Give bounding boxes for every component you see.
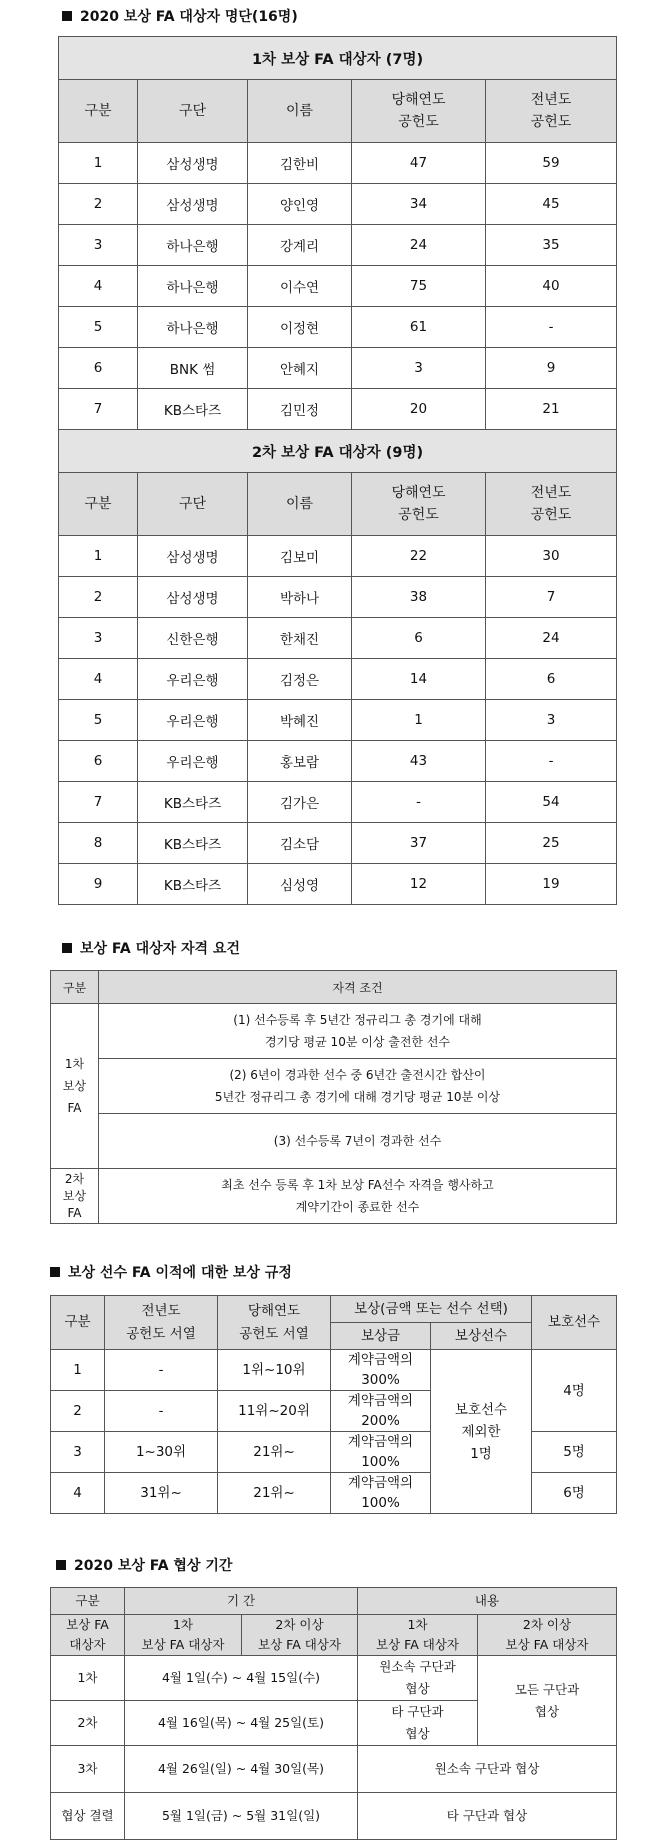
header-period-first: 1차 보상 FA 대상자 — [125, 1615, 242, 1656]
table-row: 협상 결렬 5월 1일(금) ~ 5월 31일(일) 타 구단과 협상 — [51, 1793, 617, 1840]
table-row: 7 KB스타즈 김민정 20 21 — [59, 389, 617, 430]
eligibility-table — [50, 970, 617, 1224]
header-comp-money: 보상금 — [331, 1323, 431, 1350]
header-condition: 자격 조건 — [99, 971, 617, 1004]
table-header-row — [51, 971, 617, 1004]
section-title-fa-list: 2020 보상 FA 대상자 명단(16명) — [62, 6, 298, 26]
table-row: 3 하나은행 강계리 24 35 — [59, 225, 617, 266]
header-no: 구분 — [59, 473, 138, 536]
protect-value: 6명 — [532, 1473, 617, 1514]
table-row — [51, 1004, 617, 1059]
condition-1: (1) 선수등록 후 5년간 정규리그 총 경기에 대해 경기당 평균 10분 이상 출전한 선수 — [99, 1004, 617, 1059]
header-compensation: 보상(금액 또는 선수 선택) — [331, 1296, 532, 1323]
table-row: 9 KB스타즈 심성영 12 19 — [59, 864, 617, 905]
condition-2: (2) 6년이 경과한 선수 중 6년간 출전시간 합산이 5년간 정규리그 총 경기에 대해 경기당 평균 10분 이상 — [99, 1059, 617, 1114]
table-row: 6 우리은행 홍보람 43 - — [59, 741, 617, 782]
header-content-second: 2차 이상 보상 FA 대상자 — [478, 1615, 617, 1656]
table-row: 1 삼성생명 김한비 47 59 — [59, 143, 617, 184]
table-row — [51, 1169, 617, 1224]
header-prev: 전년도 공헌도 — [486, 473, 617, 536]
table-row: 5 하나은행 이정현 61 - — [59, 307, 617, 348]
negotiation-table — [50, 1587, 617, 1840]
header-no: 구분 — [51, 1296, 105, 1350]
square-bullet-icon — [56, 1560, 66, 1570]
header-no: 구분 — [59, 80, 138, 143]
fa-list-table — [58, 36, 617, 905]
protect-value: 5명 — [532, 1432, 617, 1473]
table-row: 4 우리은행 김정은 14 6 — [59, 659, 617, 700]
table-row: 6 BNK 썸 안혜지 3 9 — [59, 348, 617, 389]
header-name: 이름 — [248, 473, 352, 536]
comp-player-value: 보호선수 제외한 1명 — [431, 1350, 532, 1514]
table-row: 3 신한은행 한채진 6 24 — [59, 618, 617, 659]
square-bullet-icon — [62, 943, 72, 953]
table-header-row — [51, 1588, 617, 1615]
second-condition: 최초 선수 등록 후 1차 보상 FA선수 자격을 행사하고 계약기간이 종료한 선수 — [99, 1169, 617, 1224]
header-period-second: 2차 이상 보상 FA 대상자 — [242, 1615, 358, 1656]
table-row — [51, 1059, 617, 1114]
header-comp-player: 보상선수 — [431, 1323, 532, 1350]
header-target: 보상 FA 대상자 — [51, 1615, 125, 1656]
condition-3: (3) 선수등록 7년이 경과한 선수 — [99, 1114, 617, 1169]
section-title-negotiation: 2020 보상 FA 협상 기간 — [56, 1555, 232, 1575]
compensation-table — [50, 1295, 617, 1514]
header-period: 기 간 — [125, 1588, 358, 1615]
header-curr: 당해연도 공헌도 — [352, 80, 486, 143]
header-club: 구단 — [138, 473, 248, 536]
square-bullet-icon — [62, 11, 72, 21]
header-prev: 전년도 공헌도 — [486, 80, 617, 143]
table-header-row — [51, 1296, 617, 1323]
table-row: 2 - 11위~20위 계약금액의 200% — [51, 1391, 617, 1432]
table-row: 1 - 1위~10위 계약금액의 300% 보호선수 제외한 1명 4명 — [51, 1350, 617, 1391]
table-row: 2차 4월 16일(목) ~ 4월 25일(토) 타 구단과 협상 — [51, 1701, 617, 1746]
table-row: 1 삼성생명 김보미 22 30 — [59, 536, 617, 577]
group1-caption: 1차 보상 FA 대상자 (7명) — [59, 37, 617, 80]
protect-value: 4명 — [532, 1350, 617, 1432]
table-row: 5 우리은행 박혜진 1 3 — [59, 700, 617, 741]
table-row — [51, 1114, 617, 1169]
header-protect: 보호선수 — [532, 1296, 617, 1350]
table-row: 8 KB스타즈 김소담 37 25 — [59, 823, 617, 864]
group2-caption: 2차 보상 FA 대상자 (9명) — [59, 430, 617, 473]
square-bullet-icon — [50, 1267, 60, 1277]
table-header-row — [59, 80, 617, 143]
header-content-first: 1차 보상 FA 대상자 — [358, 1615, 478, 1656]
header-no: 구분 — [51, 1588, 125, 1615]
section-title-eligibility: 보상 FA 대상자 자격 요건 — [62, 938, 240, 958]
section-title-compensation: 보상 선수 FA 이적에 대한 보상 규정 — [50, 1262, 292, 1282]
table-header-row — [59, 473, 617, 536]
table-row: 2 삼성생명 양인영 34 45 — [59, 184, 617, 225]
header-content: 내용 — [358, 1588, 617, 1615]
second-merged-content: 모든 구단과 협상 — [478, 1656, 617, 1746]
table-row: 1차 4월 1일(수) ~ 4월 15일(수) 원소속 구단과 협상 모든 구단과 협상 — [51, 1656, 617, 1701]
first-fa-label: 1차 보상 FA — [51, 1004, 99, 1169]
table-row: 2 삼성생명 박하나 38 7 — [59, 577, 617, 618]
second-fa-label: 2차 보상 FA — [51, 1169, 99, 1224]
header-curr: 당해연도 공헌도 — [352, 473, 486, 536]
header-name: 이름 — [248, 80, 352, 143]
table-row: 3 1~30위 21위~ 계약금액의 100% 5명 — [51, 1432, 617, 1473]
table-row: 4 31위~ 21위~ 계약금액의 100% 6명 — [51, 1473, 617, 1514]
header-prev-rank: 전년도 공헌도 서열 — [105, 1296, 218, 1350]
table-header-row — [51, 1615, 617, 1656]
table-row: 4 하나은행 이수연 75 40 — [59, 266, 617, 307]
header-curr-rank: 당해연도 공헌도 서열 — [218, 1296, 331, 1350]
table-row: 3차 4월 26일(일) ~ 4월 30일(목) 원소속 구단과 협상 — [51, 1746, 617, 1793]
header-club: 구단 — [138, 80, 248, 143]
table-row: 7 KB스타즈 김가은 - 54 — [59, 782, 617, 823]
header-category: 구분 — [51, 971, 99, 1004]
